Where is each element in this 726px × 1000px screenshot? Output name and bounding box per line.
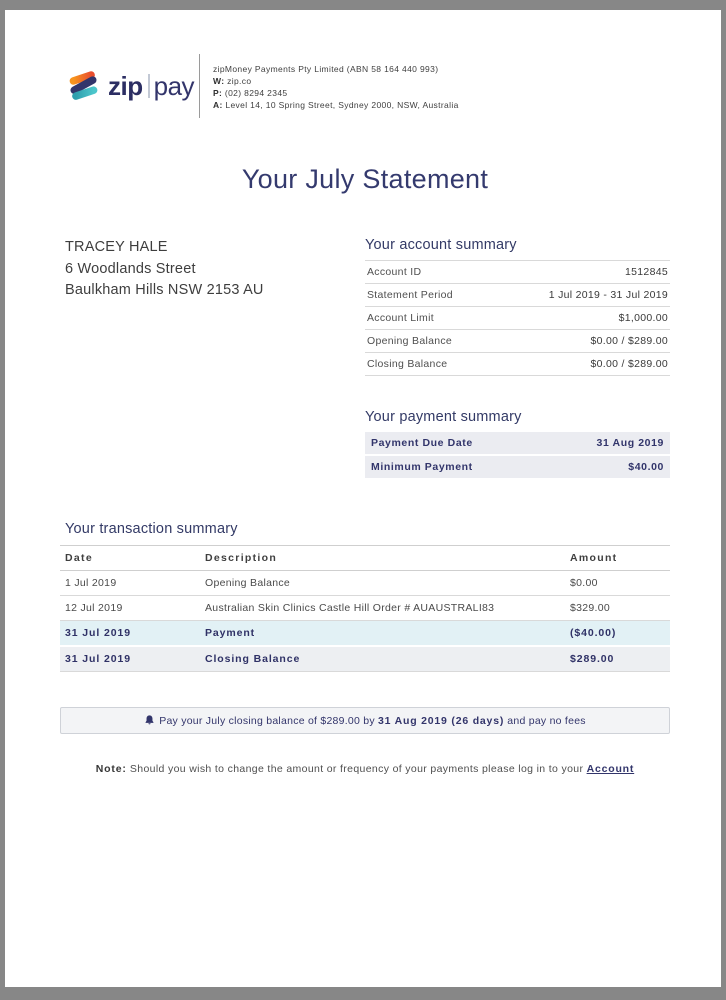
account-summary-table — [365, 260, 670, 376]
row-value: $0.00 / $289.00 — [494, 330, 670, 353]
cell-description: Australian Skin Clinics Castle Hill Order # AUAUSTRALI83 — [200, 596, 565, 621]
address-value: Level 14, 10 Spring Street, Sydney 2000, NSW, Australia — [225, 100, 459, 110]
recipient-address-block — [65, 237, 365, 480]
table-row — [60, 571, 670, 596]
table-row-closing-highlight — [60, 646, 670, 672]
account-link[interactable]: Account — [586, 763, 635, 775]
payment-summary-table — [365, 430, 670, 480]
notice-text — [159, 715, 586, 727]
row-label: Closing Balance — [365, 353, 494, 376]
notice-suffix: and pay no fees — [504, 714, 586, 727]
row-value: $40.00 — [545, 456, 670, 478]
logo-divider — [148, 74, 150, 98]
cell-description: Payment — [200, 621, 565, 647]
row-label: Payment Due Date — [365, 432, 545, 454]
recipient-street: 6 Woodlands Street — [65, 260, 196, 277]
row-label: Account ID — [365, 261, 494, 284]
cell-amount: $329.00 — [565, 596, 670, 621]
zip-z-icon — [65, 69, 102, 103]
row-label: Statement Period — [365, 284, 494, 307]
row-label: Account Limit — [365, 307, 494, 330]
recipient-city: Baulkham Hills NSW 2153 AU — [65, 282, 264, 298]
website-value: zip.co — [227, 76, 252, 86]
cell-description: Opening Balance — [200, 571, 565, 596]
notice-prefix: Pay your July closing balance of $289.00 by — [159, 714, 378, 727]
notice-due-date: 31 Aug 2019 (26 days) — [378, 714, 505, 727]
table-row-payment-highlight — [60, 621, 670, 647]
cell-date: 12 Jul 2019 — [60, 596, 200, 621]
column-header-amount: Amount — [565, 546, 670, 571]
account-summary-section — [365, 237, 670, 376]
table-row — [365, 330, 670, 353]
table-row — [60, 596, 670, 621]
row-value: 1512845 — [494, 261, 670, 284]
transaction-summary-title: Your transaction summary — [65, 521, 238, 537]
table-row — [365, 456, 670, 478]
header — [65, 54, 670, 118]
header-vertical-divider — [199, 54, 200, 118]
company-website-line — [213, 75, 459, 87]
company-info — [213, 61, 459, 111]
table-row — [365, 261, 670, 284]
account-summary-title: Your account summary — [365, 237, 517, 253]
page-title: Your July Statement — [241, 164, 489, 194]
row-value: 1 Jul 2019 - 31 Jul 2019 — [494, 284, 670, 307]
cell-date: 31 Jul 2019 — [60, 646, 200, 672]
cell-amount: ($40.00) — [565, 621, 670, 647]
column-header-date: Date — [60, 546, 200, 571]
table-row — [365, 432, 670, 454]
note-label: Note: — [95, 763, 127, 775]
recipient-name: TRACEY HALE — [65, 239, 168, 255]
company-address-line — [213, 99, 459, 111]
logo-zip-text: zip — [108, 70, 143, 101]
company-phone-line — [213, 87, 459, 99]
address-label: A: — [213, 100, 223, 110]
footer-note — [60, 763, 670, 775]
cell-description: Closing Balance — [200, 646, 565, 672]
cell-amount: $289.00 — [565, 646, 670, 672]
row-value: 31 Aug 2019 — [545, 432, 670, 454]
row-value: $0.00 / $289.00 — [494, 353, 670, 376]
column-header-description: Description — [200, 546, 565, 571]
company-name-line: zipMoney Payments Pty Limited (ABN 58 164 440 993) — [213, 64, 439, 74]
row-value: $1,000.00 — [494, 307, 670, 330]
zip-pay-logo — [65, 69, 195, 103]
table-row — [365, 284, 670, 307]
payment-summary-section — [365, 409, 670, 480]
table-row — [365, 307, 670, 330]
row-label: Opening Balance — [365, 330, 494, 353]
cell-date: 31 Jul 2019 — [60, 621, 200, 647]
statement-page — [5, 10, 721, 987]
logo-pay-text: pay — [153, 70, 195, 101]
table-header-row — [60, 546, 670, 571]
transaction-summary-section — [60, 521, 670, 672]
phone-value: (02) 8294 2345 — [224, 88, 288, 98]
note-text: Should you wish to change the amount or frequency of your payments please log in to your — [126, 763, 587, 775]
cell-amount: $0.00 — [565, 571, 670, 596]
payment-notice-banner — [60, 707, 670, 734]
website-label: W: — [213, 76, 225, 86]
cell-date: 1 Jul 2019 — [60, 571, 200, 596]
bell-icon — [144, 714, 155, 726]
payment-summary-title: Your payment summary — [365, 409, 522, 425]
row-label: Minimum Payment — [365, 456, 545, 478]
phone-label: P: — [213, 88, 223, 98]
table-row — [365, 353, 670, 376]
transaction-table — [60, 545, 670, 672]
